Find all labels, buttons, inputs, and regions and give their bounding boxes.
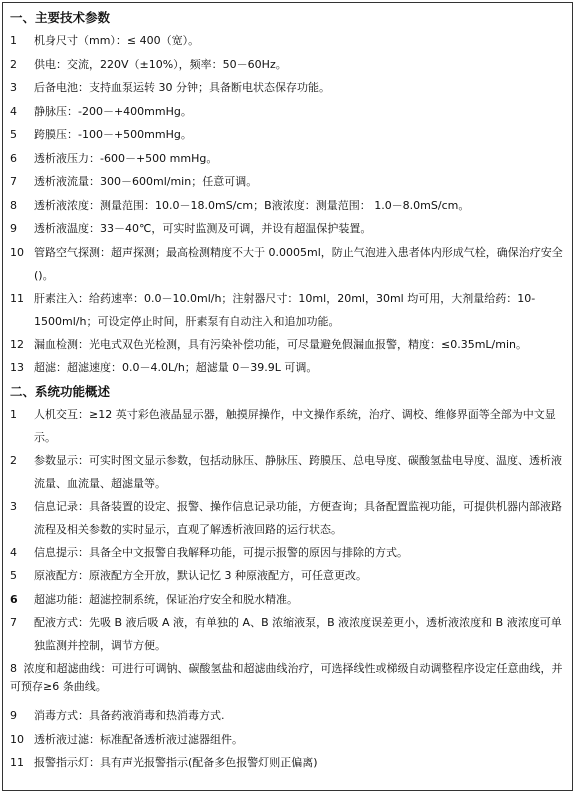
item-text: 后备电池：支持血泵运转 30 分钟；具备断电状态保存功能。 (34, 81, 330, 94)
item-number: 10 (10, 245, 24, 259)
function-item-ultrafiltration (10, 588, 568, 612)
item-text: 配液方式：先吸 B 液后吸 A 液，有单独的 A、B 浓缩液泵，B 液浓度误差更小，透析液浓度和 B 液浓度可单独监测并控制，调节方便。 (34, 616, 562, 652)
spec-item-dialysate-temperature (10, 217, 568, 241)
item-number: 7 (10, 616, 17, 629)
item-text: 静脉压：-200－+400mmHg。 (34, 104, 192, 118)
spec-item-heparin-infusion (10, 287, 568, 333)
item-number: 3 (10, 81, 17, 94)
item-number: 5 (10, 128, 17, 141)
item-text: 管路空气探测：超声探测；最高检测精度不大于 0.0005ml，防止气泡进入患者体内形成气栓，确保治疗安全()。 (34, 245, 563, 282)
item-text: 透析液过滤：标准配备透析液过滤器组件。 (34, 732, 243, 746)
item-number: 11 (10, 291, 24, 305)
item-text: 超滤功能：超滤控制系统，保证治疗安全和脱水精准。 (34, 592, 298, 606)
spec-item-air-detection (10, 241, 568, 287)
section-title-system-functions: 二、系统功能概述 (10, 383, 111, 399)
item-text: 报警指示灯：具有声光报警指示(配备多色报警灯则正偏离) (34, 756, 318, 769)
item-text: 人机交互：≥12 英寸彩色液晶显示器，触摸屏操作，中文操作系统，治疗、调校、维修界面等全部为中文显示。 (34, 407, 556, 444)
item-text: 机身尺寸（mm）：≤ 400（宽）。 (34, 34, 200, 47)
item-text: 超滤：超滤速度：0.0－4.0L/h；超滤量 0－39.9L 可调。 (34, 361, 318, 374)
function-item-parameter-display (10, 449, 568, 495)
spec-item-blood-leak-detection (10, 333, 568, 357)
spec-item-transmembrane-pressure (10, 123, 568, 147)
item-text: 透析液压力：-600－+500 mmHg。 (34, 151, 218, 165)
item-number: 4 (10, 545, 17, 559)
item-text: 参数显示：可实时图文显示参数，包括动脉压、静脉压、跨膜压、总电导度、碳酸氢盐电导度、温度、透析液流量、血流量、超滤量等。 (34, 453, 562, 490)
item-number: 3 (10, 499, 17, 513)
item-number: 10 (10, 732, 24, 746)
spec-item-backup-battery (10, 76, 568, 100)
spec-document (2, 2, 573, 791)
item-number: 4 (10, 104, 17, 118)
function-item-info-prompt (10, 541, 568, 565)
function-item-hmi (10, 403, 568, 449)
function-item-profile-curves (10, 660, 568, 696)
item-number: 13 (10, 361, 24, 374)
item-text: 浓度和超滤曲线：可进行可调钠、碳酸氢盐和超滤曲线治疗，可选择线性或梯级自动调整程序设定任意曲线，并可预存≥6 条曲线。 (10, 662, 563, 693)
item-text: 消毒方式：具备药液消毒和热消毒方式. (34, 709, 225, 722)
item-number: 9 (10, 222, 17, 235)
function-item-disinfection (10, 704, 568, 728)
function-item-mixing-method (10, 611, 568, 657)
spec-item-dimensions (10, 29, 568, 53)
item-number: 8 (10, 198, 17, 212)
item-number: 7 (10, 175, 17, 188)
item-text: 漏血检测：光电式双色光检测，具有污染补偿功能，可尽量避免假漏血报警，精度：≤0.35mL/min。 (34, 337, 527, 351)
function-item-dialysate-filter (10, 728, 568, 752)
spec-item-ultrafiltration (10, 356, 568, 380)
function-item-alarm-light (10, 751, 568, 775)
spec-item-venous-pressure (10, 100, 568, 124)
item-number: 6 (10, 151, 17, 165)
spec-item-dialysate-pressure (10, 147, 568, 171)
item-text: 信息提示：具备全中文报警自我解释功能，可提示报警的原因与排除的方式。 (34, 545, 408, 559)
item-text: 供电：交流，220V（±10%），频率：50－60Hz。 (34, 57, 287, 71)
item-number: 1 (10, 407, 17, 421)
item-text: 信息记录：具备装置的设定、报警、操作信息记录功能，方便查询；具备配置监视功能，可提供机器内部液路流程及相关参数的实时显示，直观了解透析液回路的运行状态。 (34, 499, 562, 536)
item-number: 11 (10, 756, 24, 769)
item-number: 2 (10, 57, 17, 71)
function-item-concentrate-recipe (10, 564, 568, 588)
item-text: 透析液流量：300－600ml/min；任意可调。 (34, 175, 258, 188)
item-text: 透析液浓度：测量范围：10.0－18.0mS/cm；B液浓度：测量范围： 1.0－8.0mS/cm。 (34, 198, 470, 212)
item-number: 12 (10, 337, 24, 351)
item-number: 2 (10, 453, 17, 467)
item-text: 透析液温度：33－40℃，可实时监测及可调，并设有超温保护装置。 (34, 222, 372, 235)
item-number: 1 (10, 34, 17, 47)
item-text: 原液配方：原液配方全开放，默认记忆 3 种原液配方，可任意更改。 (34, 569, 367, 582)
function-item-info-record (10, 495, 568, 541)
spec-item-power (10, 53, 568, 77)
item-number: 9 (10, 709, 17, 722)
item-number: 8 (10, 662, 17, 675)
item-number: 5 (10, 569, 17, 582)
item-number: 6 (10, 592, 18, 606)
spec-item-dialysate-concentration (10, 194, 568, 218)
item-text: 跨膜压：-100－+500mmHg。 (34, 128, 192, 141)
spec-item-dialysate-flow (10, 170, 568, 194)
item-text: 肝素注入：给药速率：0.0－10.0ml/h；注射器尺寸：10ml，20ml，30ml 均可用，大剂量给药：10-1500ml/h；可设定停止时间，肝素泵有自动注入和追加功能。 (34, 291, 536, 328)
section-title-technical-parameters: 一、主要技术参数 (10, 10, 111, 25)
